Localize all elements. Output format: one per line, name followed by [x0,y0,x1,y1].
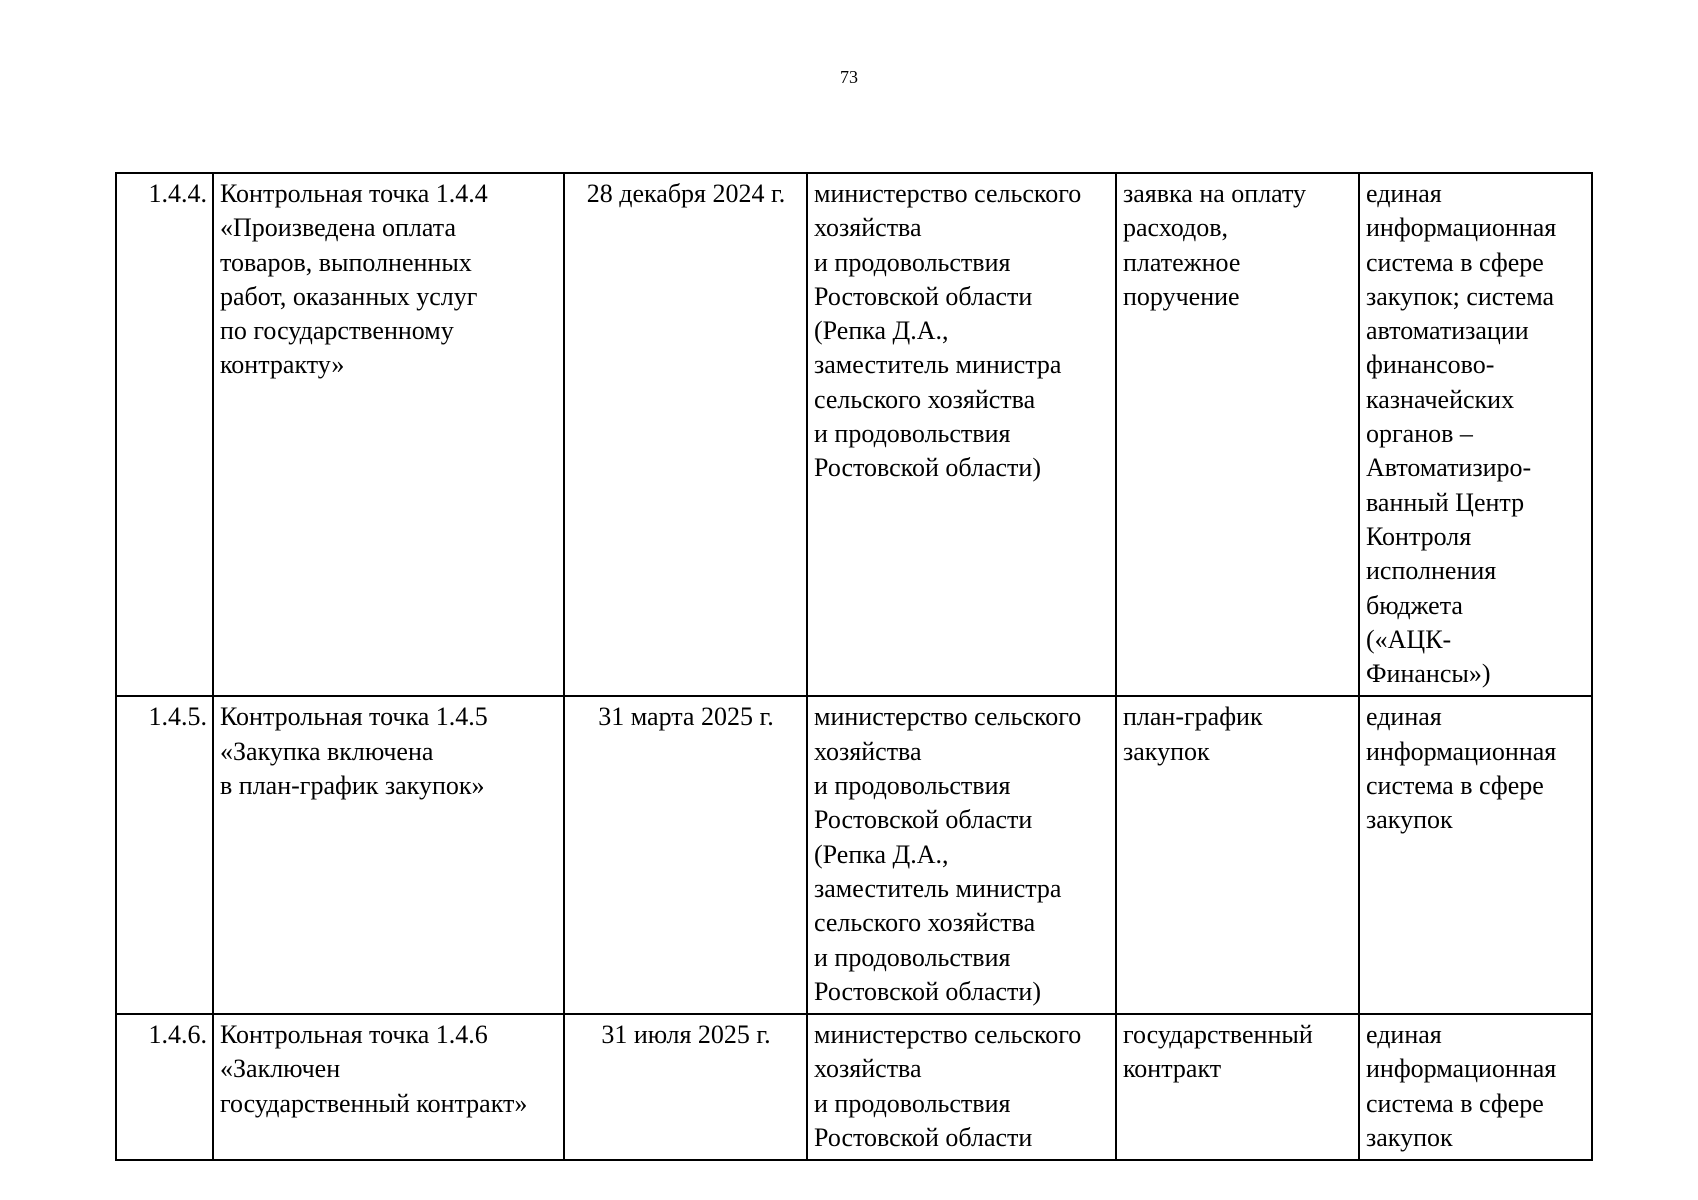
table-row [116,173,1592,696]
cell-line: контракт [1123,1054,1222,1084]
cell-line: Ростовской области [814,281,1033,311]
cell-line: сельского хозяйства [814,908,1036,938]
cell-line: Ростовской области) [814,976,1041,1006]
table-row [116,696,1592,1014]
cell-line: товаров, выполненных [220,247,472,277]
cell-line: министерство сельского [814,179,1082,208]
cell-line: информационная [1366,213,1557,243]
cell-line: система в сфере [1366,247,1544,277]
cell-line: и продовольствия [814,419,1011,449]
table-row [116,1014,1592,1160]
cell-line: план-график [1123,702,1263,732]
document-cell [1116,696,1359,1014]
control-points-table [115,172,1593,1161]
cell-line: платежное [1123,247,1241,277]
cell-line: государственный [1123,1020,1313,1050]
cell-line: автоматизации [1366,316,1529,346]
cell-line: Ростовской области) [814,453,1041,483]
date-cell: 31 марта 2025 г. [564,696,807,1014]
table-body [116,173,1592,1160]
date-cell: 31 июля 2025 г. [564,1014,807,1160]
cell-line: «Заключен [220,1054,341,1084]
cell-line: Автоматизиро- [1366,453,1532,483]
cell-line: Финансы») [1366,659,1491,689]
cell-line: закупок; система [1366,281,1555,311]
cell-line: и продовольствия [814,771,1011,801]
cell-line: информационная [1366,1054,1557,1084]
cell-line: (Репка Д.А., [814,316,949,346]
event-cell [213,696,564,1014]
cell-line: единая [1366,1020,1442,1050]
cell-line: хозяйства [814,736,922,766]
document-cell [1116,1014,1359,1160]
cell-line: закупок [1366,805,1453,835]
cell-line: государственный контракт» [220,1088,528,1118]
date-cell: 28 декабря 2024 г. [564,173,807,696]
cell-line: хозяйства [814,1054,922,1084]
row-number-cell: 1.4.6. [116,1014,213,1160]
cell-line: заместитель министра [814,873,1062,903]
cell-line: хозяйства [814,213,922,243]
cell-line: ванный Центр [1366,487,1525,517]
cell-line: и продовольствия [814,942,1011,972]
system-cell [1359,696,1592,1014]
cell-line: Контрольная точка 1.4.6 [220,1020,488,1050]
system-cell [1359,1014,1592,1160]
page-number: 73 [840,67,858,87]
cell-line: единая [1366,702,1442,732]
cell-line: закупок [1366,1123,1453,1153]
cell-line: поручение [1123,281,1240,311]
responsible-cell [807,1014,1116,1160]
cell-line: сельского хозяйства [814,384,1036,414]
row-number-cell: 1.4.5. [116,696,213,1014]
cell-line: Контрольная точка 1.4.4 [220,179,488,208]
event-cell [213,1014,564,1160]
cell-line: работ, оказанных услуг [220,281,478,311]
cell-line: министерство сельского [814,1020,1082,1050]
cell-line: Ростовской области [814,805,1033,835]
cell-line: исполнения [1366,556,1497,586]
cell-line: в план-график закупок» [220,771,485,801]
responsible-cell [807,696,1116,1014]
cell-line: расходов, [1123,213,1229,243]
cell-line: закупок [1123,736,1210,766]
cell-line: «Произведена оплата [220,213,456,243]
responsible-cell [807,173,1116,696]
cell-line: заявка на оплату [1123,179,1307,208]
document-cell [1116,173,1359,696]
cell-line: Контрольная точка 1.4.5 [220,702,488,732]
cell-line: система в сфере [1366,1088,1544,1118]
cell-line: и продовольствия [814,247,1011,277]
cell-line: финансово- [1366,350,1495,380]
cell-line: и продовольствия [814,1088,1011,1118]
cell-line: казначейских [1366,384,1515,414]
system-cell [1359,173,1592,696]
cell-line: по государственному [220,316,454,346]
cell-line: органов – [1366,419,1473,449]
cell-line: (Репка Д.А., [814,839,949,869]
cell-line: информационная [1366,736,1557,766]
cell-line: «Закупка включена [220,736,434,766]
cell-line: Контроля [1366,521,1472,551]
cell-line: контракту» [220,350,345,380]
cell-line: Ростовской области [814,1123,1033,1153]
cell-line: заместитель министра [814,350,1062,380]
cell-line: бюджета [1366,590,1463,620]
cell-line: система в сфере [1366,771,1544,801]
cell-line: министерство сельского [814,702,1082,732]
event-cell [213,173,564,696]
row-number-cell: 1.4.4. [116,173,213,696]
cell-line: единая [1366,179,1442,208]
cell-line: («АЦК- [1366,624,1452,654]
